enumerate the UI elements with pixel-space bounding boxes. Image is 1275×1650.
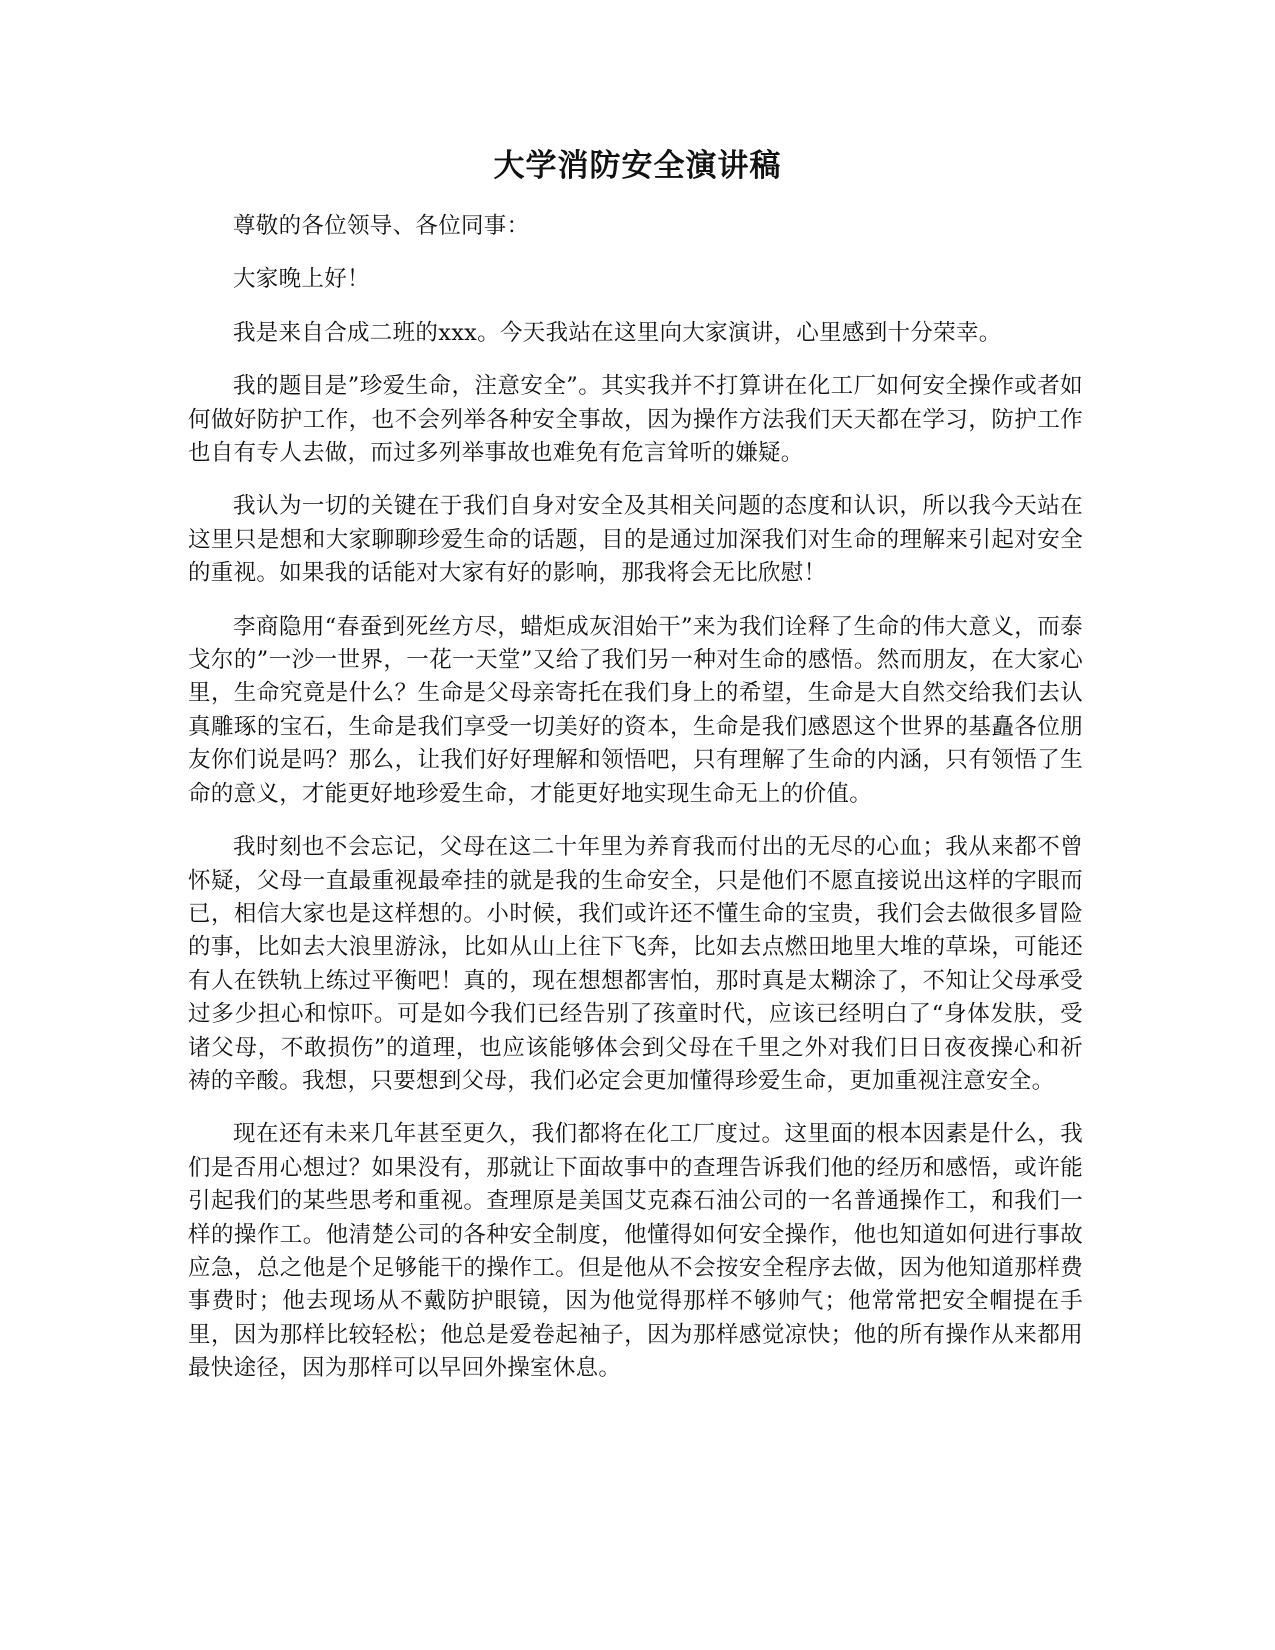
paragraph-greeting: 大家晚上好！ [233, 266, 370, 293]
paragraph-parents: 我时刻也不会忘记，父母在这二十年里为养育我而付出的无尽的心血；我从来都不曾怀疑，父母一直最重视最牵挂的就是我的生命安全，只是他们不愿直接说出这样的字眼而已，相信大家也是这样想的。小时候，我们或许还不懂生命的宝贵，我们会去做很多冒险的事，比如去大浪里游泳，比如从山上往下飞奔，比如去点燃田地里大堆的草垛，可能还有人在铁轨上练过平衡吧！真的，现在想想都害怕，那时真是太糊涂了，不知让父母承受过多少担心和惊吓。可是如今我们已经告别了孩童时代，应该已经明白了“身体发肤，受诸父母，不敢损伤”的道理，也应该能够体会到父母在千里之外对我们日日夜夜操心和祈祷的辛酸。我想，只要想到父母，我们必定会更加懂得珍爱生命，更加重视注意安全。 [188, 834, 1083, 1094]
paragraph-salutation: 尊敬的各位领导、各位同事： [233, 213, 530, 239]
paragraph-attitude: 我认为一切的关键在于我们自身对安全及其相关问题的态度和认识，所以我今天站在这里只是想和大家聊聊珍爱生命的话题，目的是通过加深我们对生命的理解来引起对安全的重视。如果我的话能对大家有好的影响，那我将会无比欣慰！ [188, 493, 1083, 587]
document-body [188, 210, 1083, 1406]
document-title: 大学消防安全演讲稿 [493, 148, 782, 184]
paragraph-charlie-story: 现在还有未来几年甚至更久，我们都将在化工厂度过。这里面的根本因素是什么，我们是否用心想过？如果没有，那就让下面故事中的查理告诉我们他的经历和感悟，或许能引起我们的某些思考和重视。查理原是美国艾克森石油公司的一名普通操作工，和我们一样的操作工。他清楚公司的各种安全制度，他懂得如何安全操作，他也知道如何进行事故应急，总之他是个足够能干的操作工。但是他从不会按安全程序去做，因为他知道那样费事费时；他去现场从不戴防护眼镜，因为他觉得那样不够帅气；他常常把安全帽提在手里，因为那样比较轻松；他总是爱卷起袖子，因为那样感觉凉快；他的所有操作从来都用最快途径，因为那样可以早回外操室休息。 [188, 1121, 1083, 1382]
paragraph-intro: 我是来自合成二班的xxx。今天我站在这里向大家演讲，心里感到十分荣幸。 [233, 319, 1002, 346]
paragraph-topic: 我的题目是”珍爱生命，注意安全”。其实我并不打算讲在化工厂如何安全操作或者如何做好防护工作，也不会列举各种安全事故，因为操作方法我们天天都在学习，防护工作也自有专人去做，而过多列举事故也难免有危言耸听的嫌疑。 [188, 373, 1083, 467]
paragraph-meaning-of-life: 李商隐用“春蚕到死丝方尽，蜡炬成灰泪始干”来为我们诠释了生命的伟大意义，而泰戈尔的”一沙一世界，一花一天堂”又给了我们另一种对生命的感悟。然而朋友，在大家心里，生命究竟是什么？生命是父母亲寄托在我们身上的希望，生命是大自然交给我们去认真雕琢的宝石，生命是我们享受一切美好的资本，生命是我们感恩这个世界的基矗各位朋友你们说是吗？那么，让我们好好理解和领悟吧，只有理解了生命的内涵，只有领悟了生命的意义，才能更好地珍爱生命，才能更好地实现生命无上的价值。 [188, 613, 1083, 807]
